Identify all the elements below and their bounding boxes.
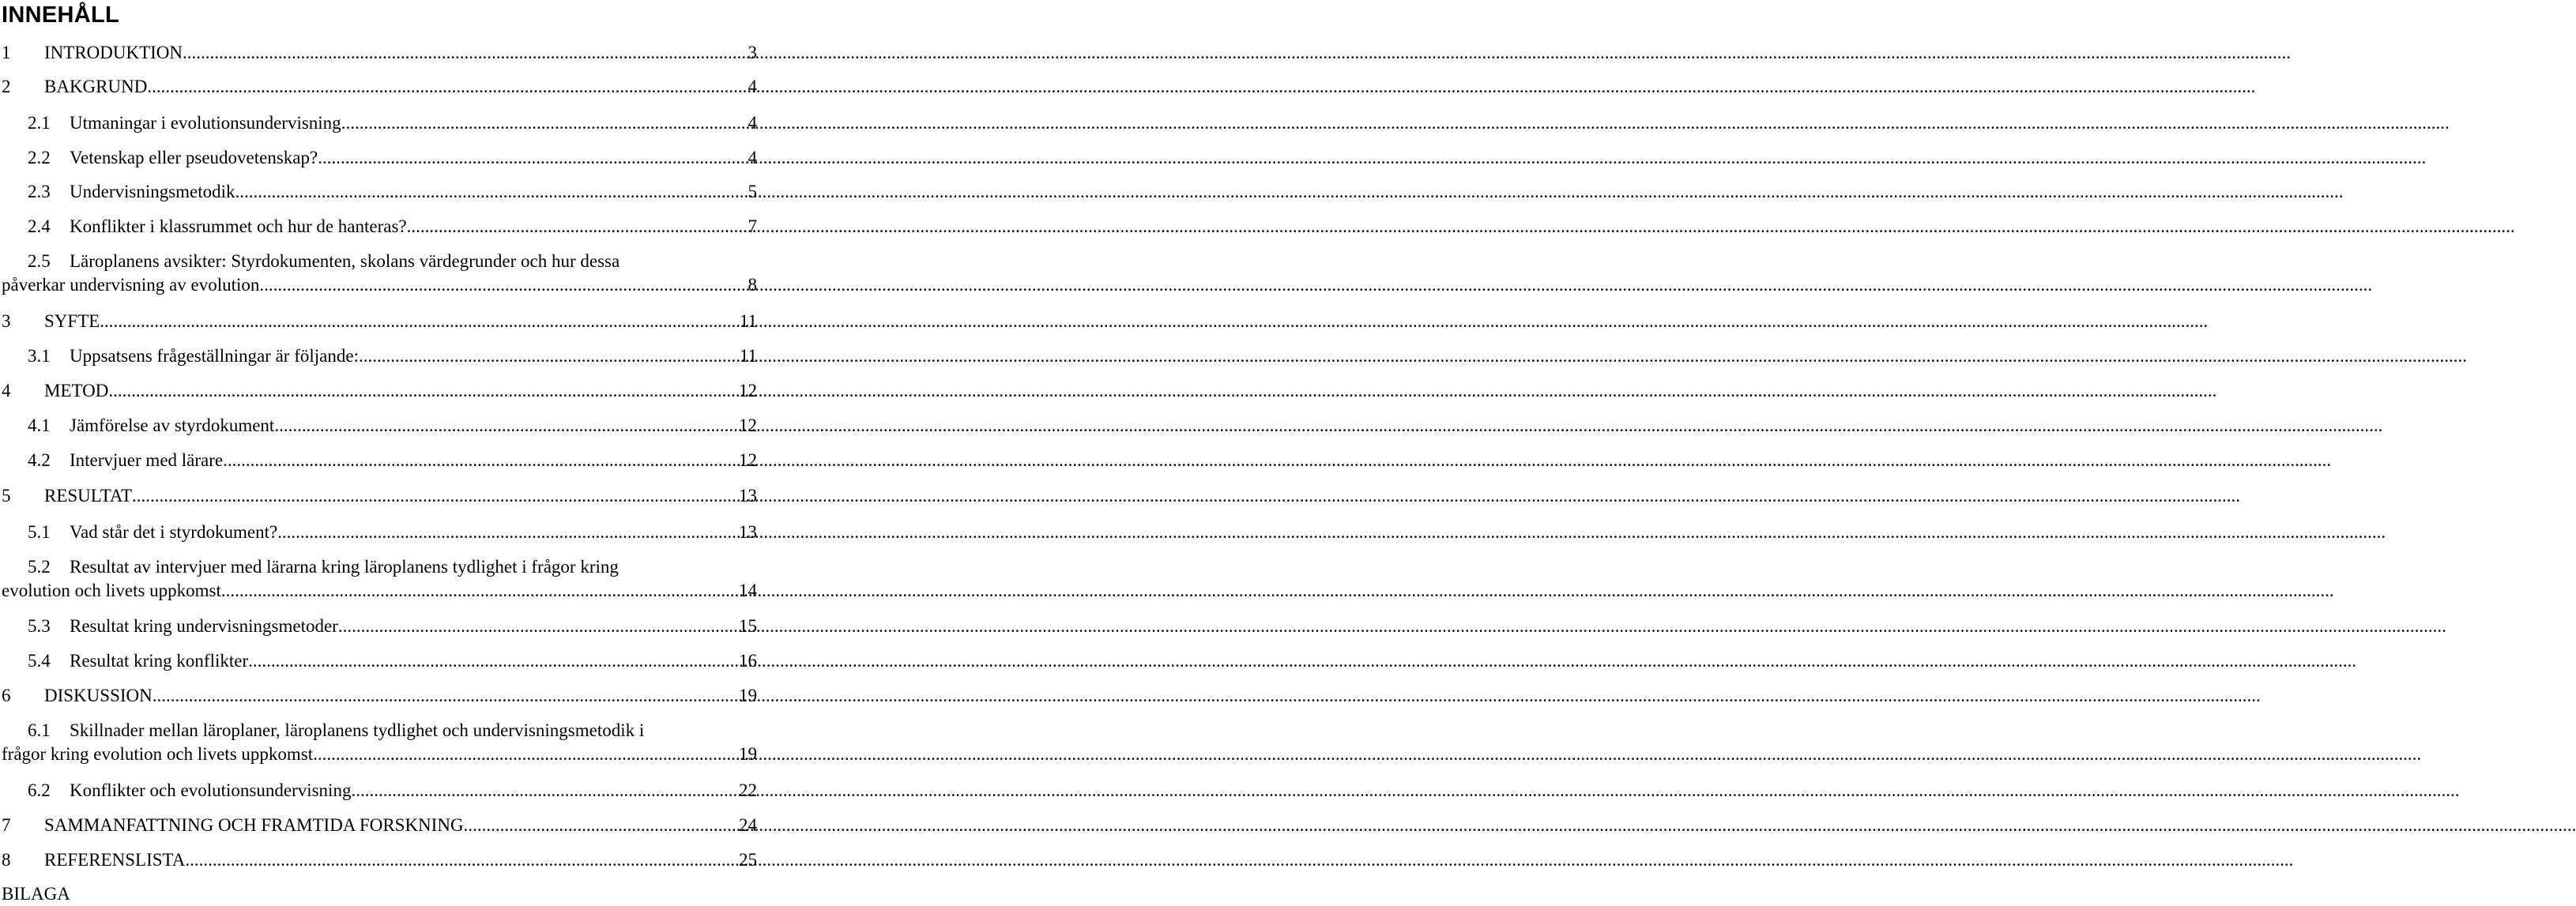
toc-entry-page: 7 [748,216,757,236]
toc-entry-5-1[interactable] [0,521,757,544]
toc-entry-page: 13 [739,486,757,506]
dot-leader [248,649,737,673]
toc-entry-number: 5.1 [28,522,51,542]
dot-leader [338,615,737,638]
toc-entry-number: 5 [2,486,11,506]
toc-entry-2-5[interactable] [0,250,757,297]
toc-entry-number: 2.4 [28,216,51,236]
toc-entry-label-line1: Resultat av intervjuer med lärarna kring läroplanens tydlighet i frågor kring [70,557,619,577]
dot-leader [274,414,737,438]
toc-entry-page: 12 [739,381,757,400]
toc-entry-5-4[interactable] [0,649,757,673]
toc-entry-1[interactable] [0,41,757,65]
toc-entry-number: 4 [2,381,11,400]
toc-entry-label: METOD [44,381,109,400]
toc-entry-number: 3 [2,311,11,331]
dot-leader [183,41,746,65]
toc-entry-number: 1 [2,43,11,62]
toc-entry-6[interactable] [0,684,757,708]
toc-entry-page: 15 [739,616,757,636]
dot-leader [235,180,747,204]
toc-entry-number: 2.5 [28,251,51,271]
toc-entry-number: 3.1 [28,346,51,366]
toc-entry-label-line2: påverkar undervisning av evolution. [2,275,265,295]
toc-entry-5-2[interactable] [0,555,757,603]
toc-entry-page: 16 [739,651,757,671]
toc-entry-3-1[interactable] [0,344,757,368]
dot-leader [226,579,737,603]
toc-entry-label: Undervisningsmetodik [70,182,235,201]
dot-leader [277,521,737,544]
toc-entry-page: 13 [739,522,757,542]
toc-entry-number: 8 [2,850,11,870]
toc-entry-label-line1: Skillnader mellan läroplaner, läroplanens tydlighet och undervisningsmetodik i [70,720,645,740]
toc-entry-page: 24 [739,815,757,835]
toc-entry-number: 2.2 [28,148,51,167]
toc-entry-number: 4.2 [28,450,51,470]
toc-entry-page: 4 [748,148,757,167]
dot-leader [264,273,746,297]
dot-leader [341,111,747,135]
toc-entry-6-2[interactable] [0,779,757,803]
toc-entry-label: INTRODUKTION [44,43,183,62]
dot-leader [223,449,737,472]
toc-entry-5[interactable] [0,484,757,508]
toc-entry-number: 6.2 [28,780,51,800]
toc-entry-label: Uppsatsens frågeställningar är följande: [70,346,359,366]
dot-leader [351,779,737,803]
toc-entry-label: DISKUSSION [44,686,153,705]
toc-entry-number: 2.3 [28,182,51,201]
toc-entry-label-line2: frågor kring evolution och livets uppkomst [2,744,314,764]
toc-entry-number: 6 [2,686,11,705]
toc-entry-number: 5.4 [28,651,51,671]
dot-leader [359,344,738,368]
toc-entry-number: 7 [2,815,11,835]
toc-entry-label: SAMMANFATTNING OCH FRAMTIDA FORSKNING. [44,815,469,835]
toc-entry-label: Vetenskap eller pseudovetenskap? [70,148,318,167]
toc-entry-number: 2 [2,77,11,96]
toc-entry-number: 4.1 [28,415,51,435]
toc-entry-6-1[interactable] [0,719,757,766]
dot-leader [185,848,737,872]
toc-title: INNEHÅLL [2,2,119,28]
toc-entry-label: Intervjuer med lärare [70,450,224,470]
toc-entry-5-3[interactable] [0,615,757,638]
toc-entry-label: Resultat kring undervisningsmetoder [70,616,338,636]
dot-leader [132,484,737,508]
toc-entry-2[interactable] [0,75,757,99]
toc-entry-4-1[interactable] [0,414,757,438]
toc-entry-3[interactable] [0,310,757,333]
dot-leader [108,379,737,403]
toc-entry-4-2[interactable] [0,449,757,472]
dot-leader [147,75,746,99]
toc-entry-label: Resultat kring konflikter [70,651,249,671]
toc-entry-7[interactable] [0,814,757,837]
toc-entry-page: 19 [739,744,757,764]
toc-entry-label: RESULTAT [44,486,133,506]
toc-entry-2-1[interactable] [0,111,757,135]
toc-entry-label: Jämförelse av styrdokument [70,415,275,435]
toc-entry-2-4[interactable] [0,215,757,239]
toc-entry-label: Vad står det i styrdokument? [70,522,278,542]
dot-leader [313,742,737,766]
toc-entry-label: BAKGRUND [44,77,148,96]
toc-entry-number: 2.1 [28,113,51,133]
toc-entry-label-line1: Läroplanens avsikter: Styrdokumenten, skolans värdegrunder och hur dessa [70,251,620,271]
dot-leader [153,684,737,708]
toc-entry-page: 22 [739,780,757,800]
toc-entry-page: 25 [739,850,757,870]
dot-leader [100,310,738,333]
toc-entry-4[interactable] [0,379,757,403]
toc-entry-2-3[interactable] [0,180,757,204]
toc-entry-page: 19 [739,686,757,705]
toc-entry-label: SYFTE [44,311,100,331]
toc-entry-page: 12 [739,450,757,470]
toc-entry-page: 5 [748,182,757,201]
toc-entry-page: 11 [739,311,757,331]
toc-entry-page: 4 [748,113,757,133]
toc-entry-page: 11 [739,346,757,366]
toc-entry-label-line2: evolution och livets uppkomst. [2,581,226,600]
toc-entry-page: 4 [748,77,757,96]
toc-entry-label: REFERENSLISTA [44,850,186,870]
toc-entry-8[interactable] [0,848,757,872]
dot-leader [318,146,746,170]
toc-entry-page: 3 [748,43,757,62]
toc-entry-number: 5.3 [28,616,51,636]
toc-entry-label: Konflikter i klassrummet och hur de hanteras? [70,216,407,236]
dot-leader [407,215,747,239]
toc-entry-label: Konflikter och evolutionsundervisning [70,780,352,800]
toc-entry-number: 5.2 [28,557,51,577]
dot-leader [468,814,737,837]
toc-entry-page: 12 [739,415,757,435]
toc-entry-page: 8 [748,275,757,295]
toc-appendix: BILAGA [2,884,70,904]
toc-entry-page: 14 [739,581,757,600]
toc-entry-2-2[interactable] [0,146,757,170]
toc-entry-label: Utmaningar i evolutionsundervisning [70,113,341,133]
toc-entry-number: 6.1 [28,720,51,740]
